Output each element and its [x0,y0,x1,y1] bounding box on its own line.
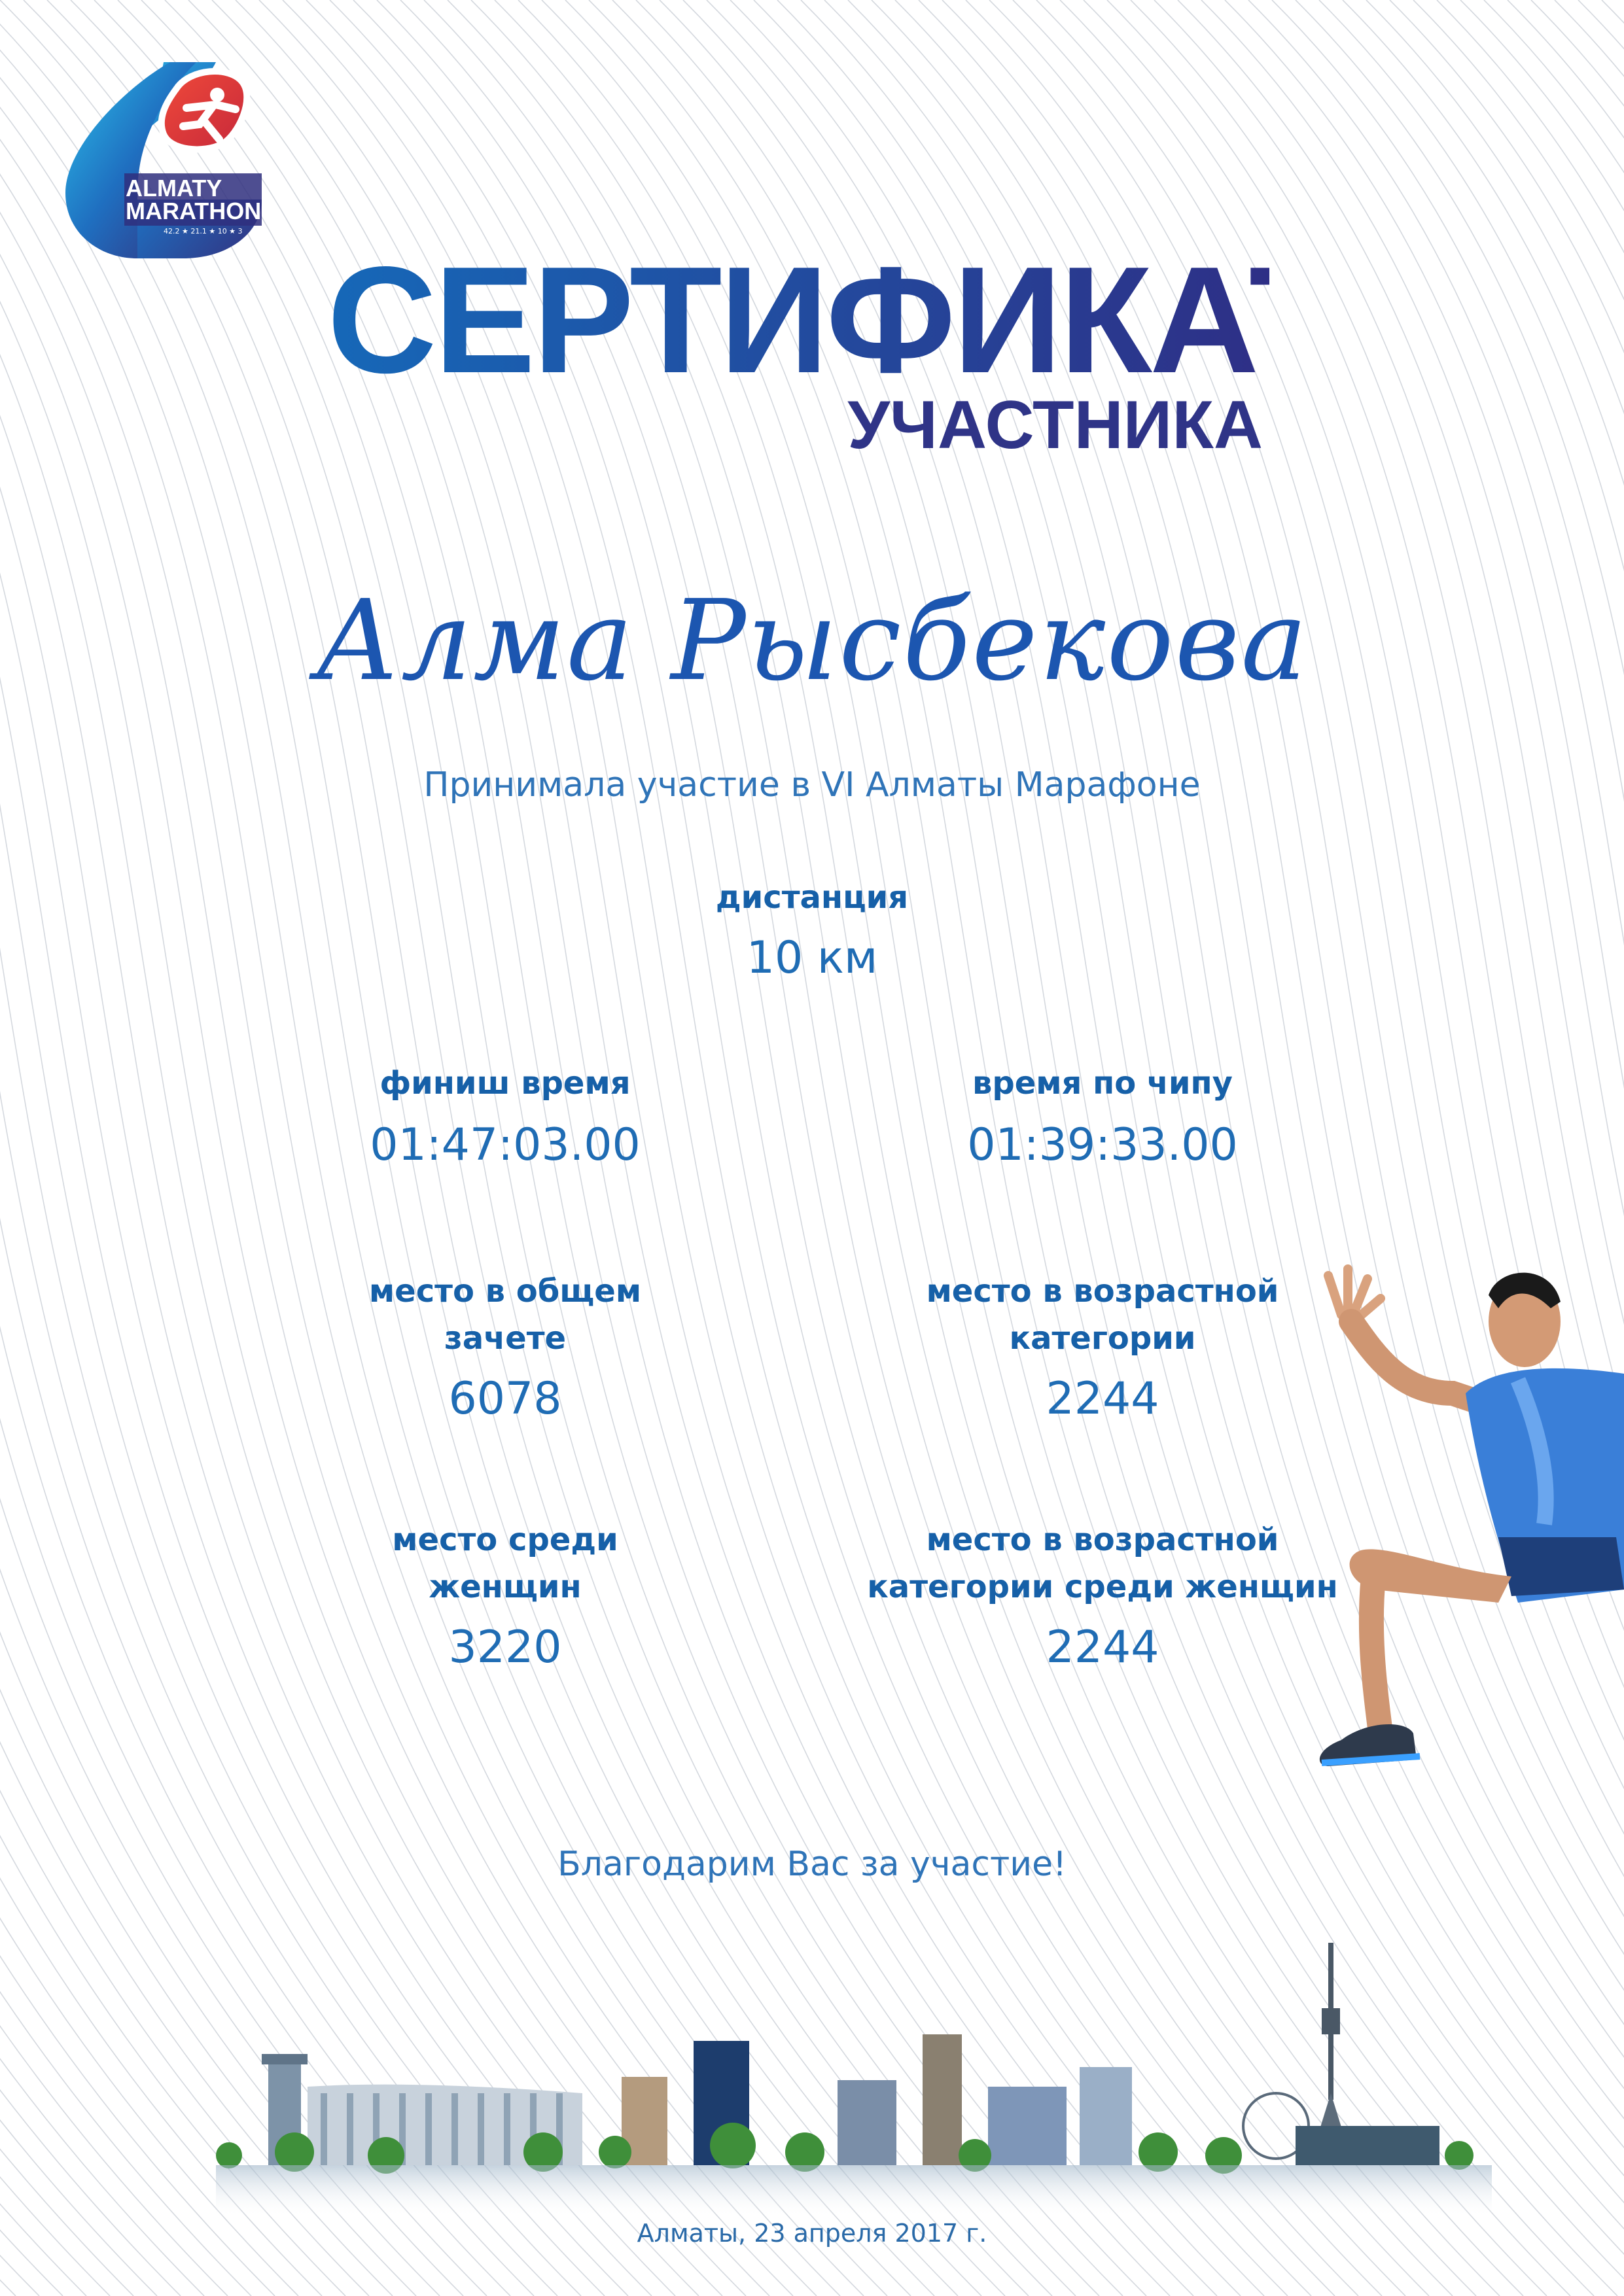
result-item [211,1268,800,1429]
background-line [0,0,228,2296]
distance-label: дистанция [715,879,909,916]
background-line [1531,0,1624,2296]
result-value: 2244 [1046,1373,1159,1425]
result-label: время по чипу [972,1065,1233,1102]
background-line [0,0,86,2296]
svg-text:MARATHON: MARATHON [126,198,262,224]
certificate-subtitle: УЧАСТНИКА [847,387,1263,463]
result-label: зачете [444,1320,567,1357]
background-line [1508,0,1624,2296]
place-and-date: Алматы, 23 апреля 2017 г. [637,2219,987,2248]
almaty-marathon-logo [65,62,281,265]
participation-text: Принимала участие в VI Алматы Марафоне [423,765,1201,805]
result-label: финиш время [380,1065,631,1102]
distance-block [0,874,1624,988]
participant-name: Алма Рысбекова [315,576,1309,706]
result-item [808,1060,1397,1175]
svg-text:42.2 ★ 21.1 ★ 10 ★ 3: 42.2 ★ 21.1 ★ 10 ★ 3 [164,227,243,235]
result-label: категории среди женщин [867,1569,1338,1605]
result-label: категории [1009,1320,1196,1357]
runner-photo [1302,1262,1624,1792]
result-label: женщин [429,1569,582,1605]
result-item [211,1060,800,1175]
result-label: место среди [392,1522,618,1558]
background-line [0,0,181,2296]
result-label: место в возрастной [926,1522,1279,1558]
result-value: 01:47:03.00 [370,1119,641,1171]
result-value: 6078 [448,1373,562,1425]
almaty-skyline-image [216,1930,1492,2218]
svg-text:ALMATY: ALMATY [126,175,222,201]
background-line [0,0,204,2296]
background-line [1578,0,1624,2296]
result-value: 01:39:33.00 [967,1119,1238,1171]
background-line [0,0,157,2296]
result-item [211,1516,800,1677]
result-value: 2244 [1046,1622,1159,1673]
background-line [1555,0,1624,2296]
result-label: место в возрастной [926,1273,1279,1310]
result-value: 3220 [448,1622,562,1673]
background-line [0,0,110,2296]
result-label: место в общем [368,1273,642,1310]
certificate-title: СЕРТИФИКАТ [327,235,1339,405]
distance-value: 10 км [746,932,878,984]
thanks-text: Благодарим Вас за участие! [557,1845,1067,1884]
background-line [0,0,16,2296]
